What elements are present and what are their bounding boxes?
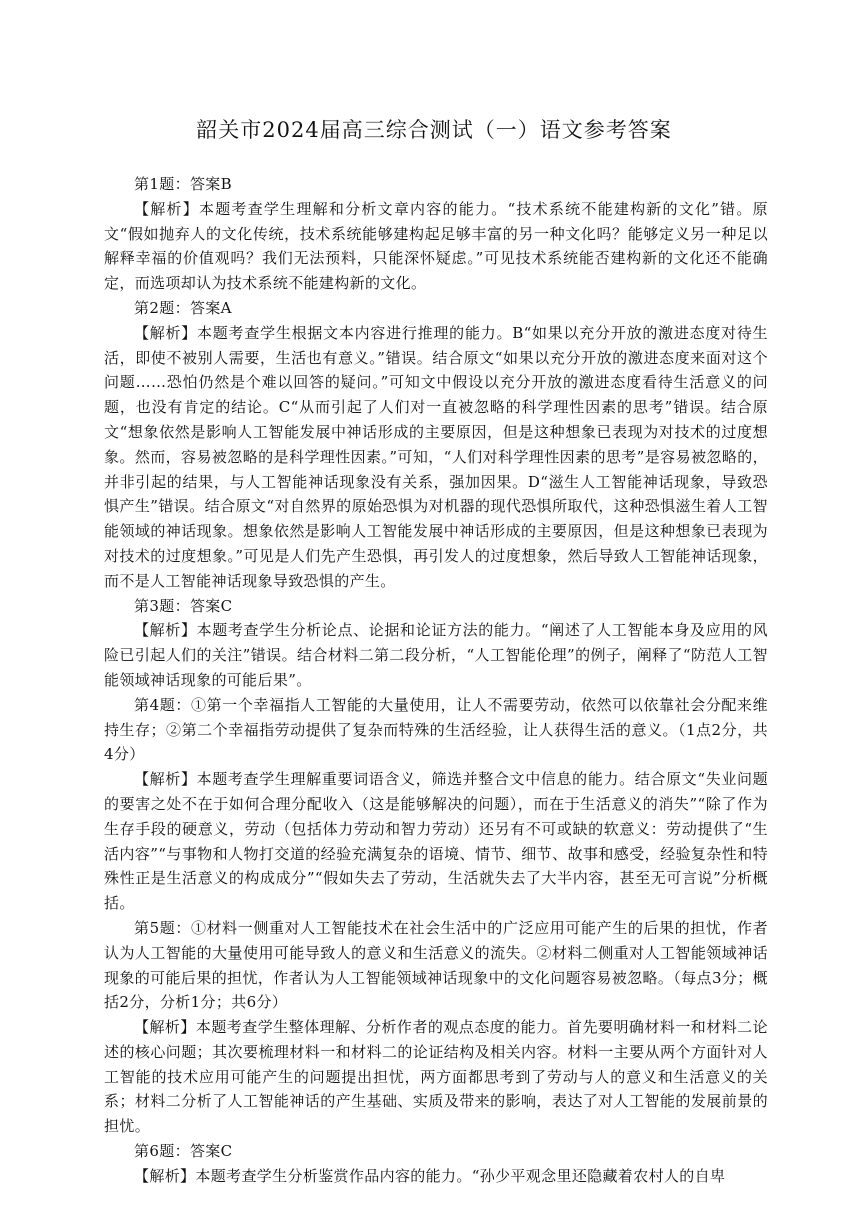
analysis-paragraph: 【解析】本题考查学生整体理解、分析作者的观点态度的能力。首先要明确材料一和材料二论述的核心问题；其次要梳理材料一和材料二的论证结构及相关内容。材料一主要从两个方面针对人工智能的技术应用可能产生的问题提出担忧，两方面都思考到了劳动与人的意义和生活意义的关系；材料二分析了人工智能神话的产生基础、实质及带来的影响，表达了对人工智能的发展前景的担忧。 — [104, 1018, 768, 1136]
question-answer: 第1题：答案B — [134, 175, 233, 193]
question-answer: 第3题：答案C — [134, 596, 233, 615]
analysis-paragraph: 【解析】本题考查学生分析鉴赏作品内容的能力。“孙少平观念里还隐藏着农村人的自卑 — [134, 1166, 726, 1185]
answer-body — [104, 172, 768, 1189]
analysis-paragraph: 【解析】本题考查学生根据文本内容进行推理的能力。B“如果以充分开放的激进态度对待生活，即使不被别人需要，生活也有意义。”错误。结合原文“如果以充分开放的激进态度来面对这个问题……恐怕仍然是个难以回答的疑问。”可知文中假设以充分开放的激进态度看待生活意义的问题，也没有肯定的结论。C“从而引起了人们对一直被忽略的科学理性因素的思考”错误。结合原文“想象依然是影响人工智能发展中神话形成的主要原因，但是这种想象已表现为对技术的过度想象。然而，容易被忽略的是科学理性因素。”可知，“人们对科学理性因素的思考”是容易被忽略的，并非引起的结果，与人工智能神话现象没有关系，强加因果。D“滋生人工智能神话现象，导致恐惧产生”错误。结合原文“对自然界的原始恐惧为对机器的现代恐惧所取代，这种恐惧滋生着人工智能领域的神话现象。想象依然是影响人工智能发展中神话形成的主要原因，但是这种想象已表现为对技术的过度想象。”可见是人们先产生恐惧，再引发人的过度想象，然后导致人工智能神话现象，而不是人工智能神话现象导致恐惧的产生。 — [104, 323, 768, 590]
analysis-paragraph: 【解析】本题考查学生分析论点、论据和论证方法的能力。“阐述了人工智能本身及应用的风险已引起人们的关注”错误。结合材料二第二段分析，“人工智能伦理”的例子，阐释了“防范人工智能领域神话现象的可能后果”。 — [104, 621, 768, 689]
question-answer: 第4题：①第一个幸福指人工智能的大量使用，让人不需要劳动，依然可以依靠社会分配来维持生存；②第二个幸福指劳动提供了复杂而特殊的生活经验，让人获得生活的意义。（1点2分，共4分） — [104, 695, 768, 764]
question-answer: 第5题：①材料一侧重对人工智能技术在社会生活中的广泛应用可能产生的后果的担忧，作者认为人工智能的大量使用可能导致人的意义和生活意义的流失。②材料二侧重对人工智能领域神话现象的可能后果的担忧，作者认为人工智能领域神话现象中的文化问题容易被忽略。（每点3分；概括2分，分析1分；共6分） — [104, 918, 768, 1012]
page-title: 韶关市2024届高三综合测试（一）语文参考答案 — [196, 118, 672, 142]
question-answer: 第6题：答案C — [134, 1142, 233, 1161]
question-answer: 第2题：答案A — [134, 298, 232, 317]
analysis-paragraph: 【解析】本题考查学生理解和分析文章内容的能力。“技术系统不能建构新的文化”错。原文“假如抛弃人的文化传统，技术系统能够建构起足够丰富的另一种文化吗？能够定义另一种足以解释幸福的价值观吗？我们无法预料，只能深怀疑虑。”可见技术系统能否建构新的文化还不能确定，而选项却认为技术系统不能建构新的文化。 — [104, 199, 768, 293]
analysis-paragraph: 【解析】本题考查学生理解重要词语含义，筛选并整合文中信息的能力。结合原文“失业问题的要害之处不在于如何合理分配收入（这是能够解决的问题），而在于生活意义的消失”“除了作为生存手段的硬意义，劳动（包括体力劳动和智力劳动）还另有不可或缺的软意义：劳动提供了“生活内容”“与事物和人物打交道的经验充满复杂的语境、情节、细节、故事和感受，经验复杂性和特殊性正是生活意义的构成成分”“假如失去了劳动，生活就失去了大半内容，甚至无可言说”分析概括。 — [104, 770, 768, 913]
